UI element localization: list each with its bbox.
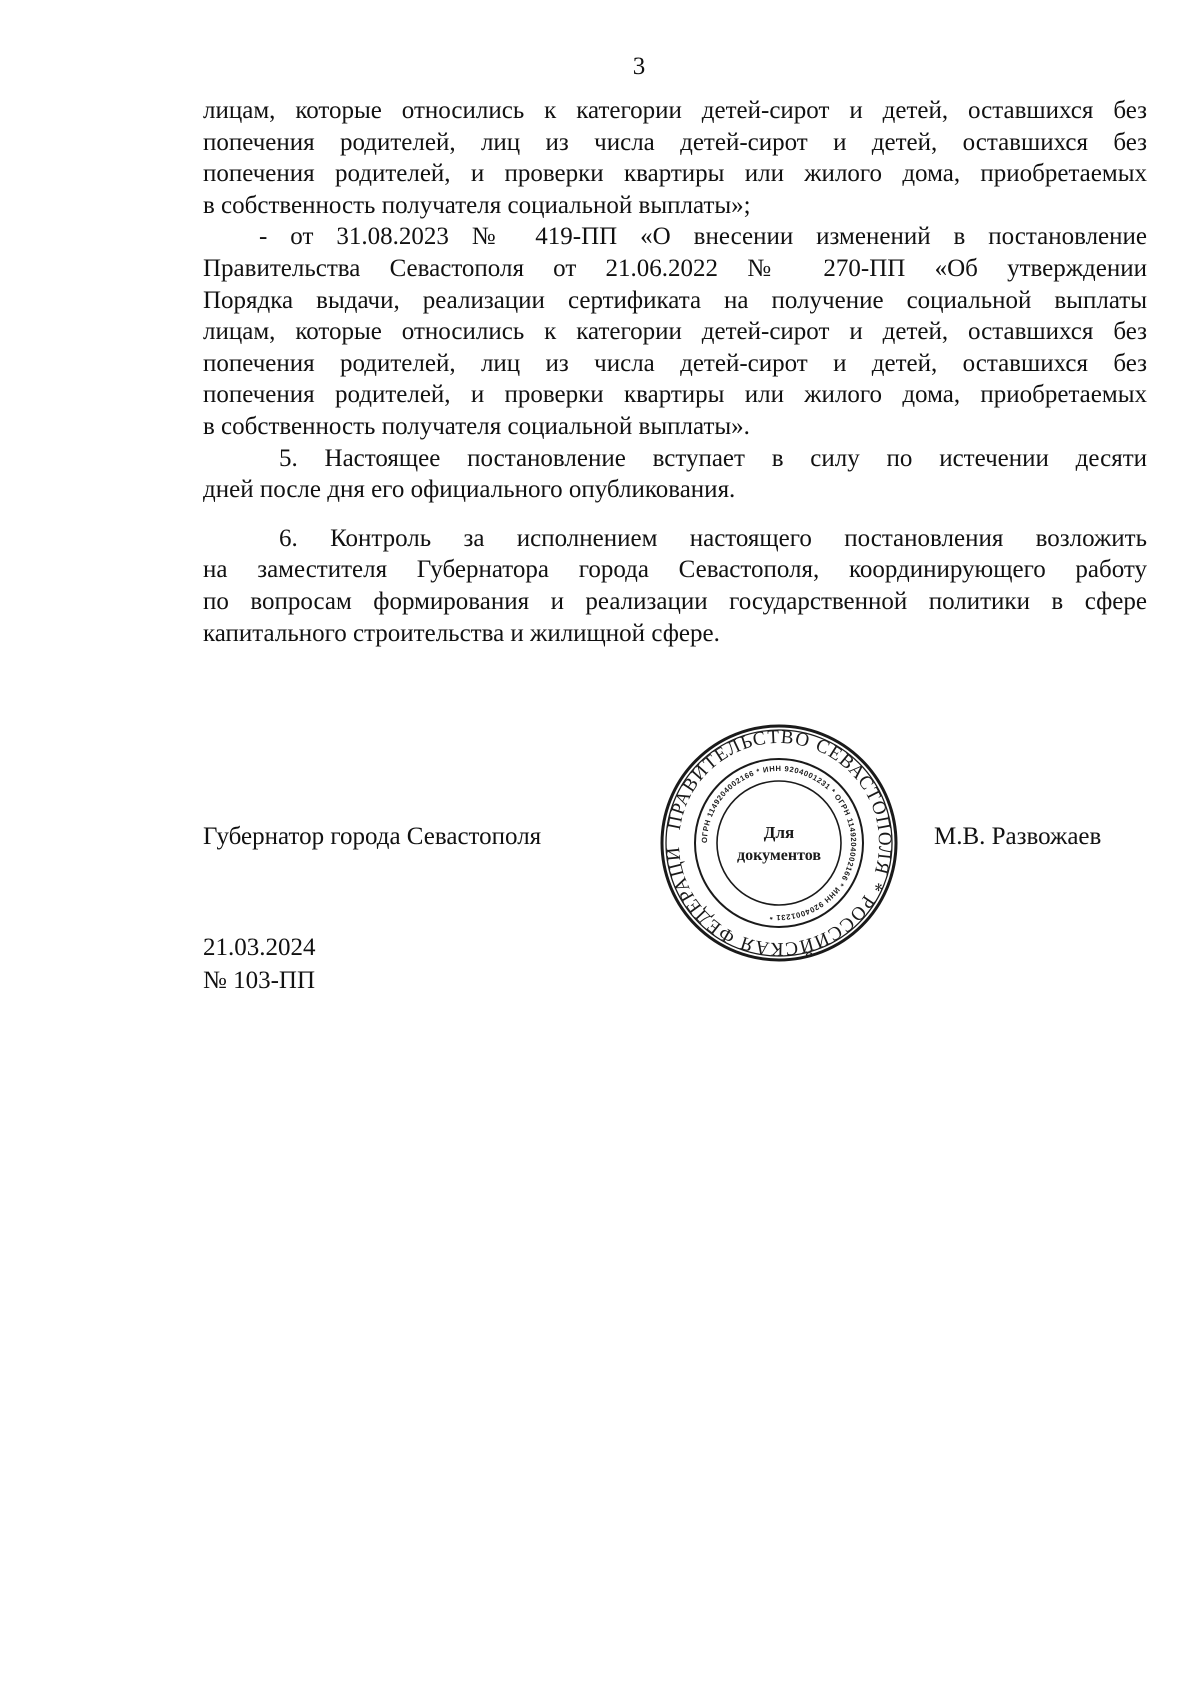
document-date: 21.03.2024 — [203, 934, 316, 961]
paragraph — [203, 443, 1147, 506]
signatory-title: Губернатор города Севастополя — [203, 823, 542, 850]
seal-center-line2: документов — [737, 847, 821, 864]
page-number: 3 — [632, 53, 646, 80]
seal-inner-ring — [717, 781, 841, 905]
text-line: попечения родителей, лиц из числа детей-сирот и детей, оставшихся без — [203, 128, 1147, 156]
text-line: 5. Настоящее постановление вступает в силу по истечении десяти — [279, 444, 1147, 472]
paragraph — [203, 523, 1147, 649]
text-line: попечения родителей, и проверки квартиры или жилого дома, приобретаемых — [203, 381, 1147, 409]
text-line: Порядка выдачи, реализации сертификата на получение социальной выплаты — [203, 286, 1147, 314]
paragraph — [203, 95, 1147, 221]
seal-center-line1: Для — [763, 823, 795, 842]
text-line: в собственность получателя социальной выплаты»; — [203, 191, 751, 219]
text-line: 6. Контроль за исполнением настоящего постановления возложить — [279, 524, 1147, 552]
seal-outer-text: ПРАВИТЕЛЬСТВО СЕВАСТОПОЛЯ * РОССИЙСКАЯ ФЕДЕРАЦИ — [662, 726, 896, 960]
text-line: лицам, которые относились к категории детей-сирот и детей, оставшихся без — [203, 318, 1147, 346]
text-line: попечения родителей, и проверки квартиры или жилого дома, приобретаемых — [203, 160, 1147, 188]
text-line: дней после дня его официального опубликования. — [203, 476, 736, 504]
document-number: № 103-ПП — [203, 967, 316, 994]
text-line: - от 31.08.2023 № 419-ПП «О внесении изменений в постановление — [259, 223, 1147, 251]
text-line: по вопросам формирования и реализации государственной политики в сфере — [203, 587, 1147, 615]
paragraph — [203, 221, 1147, 442]
text-line: в собственность получателя социальной выплаты». — [203, 412, 750, 440]
document-body — [203, 95, 1147, 649]
text-line: капитального строительства и жилищной сфере. — [203, 619, 720, 647]
official-seal — [659, 723, 899, 963]
text-line: на заместителя Губернатора города Севастополя, координирующего работу — [203, 556, 1147, 584]
seal-inner-ring-text: ОГРН 1149204002166 * ИНН 9204001231 * ОГРН 1149204002166 * ИНН 9204001231 * — [699, 763, 859, 923]
seal-graphic — [659, 723, 899, 963]
seal-middle-ring — [695, 759, 863, 927]
text-line: попечения родителей, лиц из числа детей-сирот и детей, оставшихся без — [203, 349, 1147, 377]
signatory-name: М.В. Развожаев — [934, 823, 1102, 850]
text-line: лицам, которые относились к категории детей-сирот и детей, оставшихся без — [203, 97, 1147, 124]
text-line: Правительства Севастополя от 21.06.2022 № 270-ПП «Об утверждении — [203, 254, 1147, 282]
